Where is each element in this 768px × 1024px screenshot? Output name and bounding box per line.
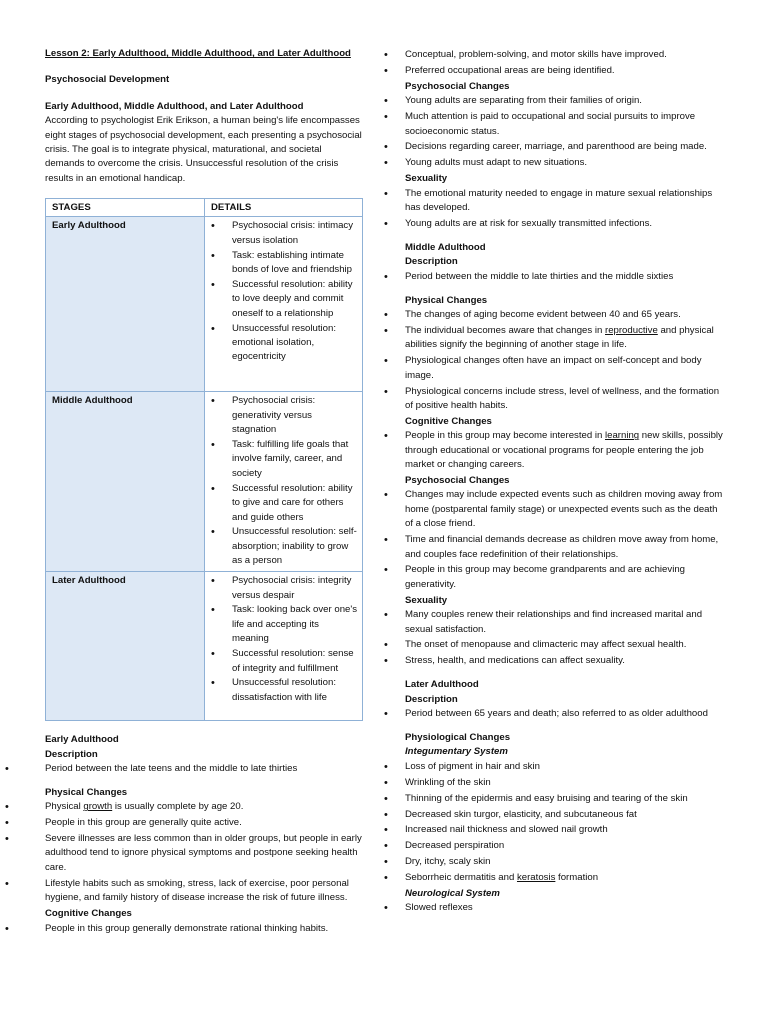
middle-sexuality-heading: Sexuality: [405, 594, 448, 606]
later-heading: Later Adulthood: [405, 679, 479, 691]
middle-heading: Middle Adulthood: [405, 241, 486, 253]
middle-cognitive-heading: Cognitive Changes: [405, 415, 492, 427]
details-cell: [205, 217, 363, 392]
detail-item: • Unsuccessful resolution: emotional isolation, egocentricity: [209, 322, 358, 365]
detail-item: • Successful resolution: ability to give and care for others and guide others: [209, 482, 358, 525]
list-item: • Slowed reflexes: [382, 901, 728, 915]
learning-link[interactable]: learning: [604, 430, 640, 442]
table-row: [46, 217, 363, 392]
list-item: • Decisions regarding career, marriage, and parenthood are being made.: [382, 140, 728, 154]
list-item: • Loss of pigment in hair and skin: [382, 760, 728, 774]
list-item: • Young adults are at risk for sexually transmitted infections.: [382, 217, 728, 231]
list-item: • Conceptual, problem-solving, and motor skills have improved.: [382, 48, 728, 62]
list-item: • Period between the middle to late thirties and the middle sixties: [382, 270, 728, 284]
later-description-heading: Description: [405, 693, 458, 705]
list-item: • Stress, health, and medications can affect sexuality.: [382, 654, 728, 668]
stage-cell: Middle Adulthood: [46, 392, 205, 572]
details-cell: [205, 572, 363, 721]
list-item: • Decreased perspiration: [382, 839, 728, 853]
middle-psychosocial-list: [382, 488, 728, 592]
text-span: People in this group may become interested in: [405, 430, 605, 442]
list-item: • Decreased skin turgor, elasticity, and subcutaneous fat: [382, 808, 728, 822]
section-title: Psychosocial Development: [45, 74, 170, 86]
detail-item: • Psychosocial crisis: integrity versus despair: [209, 574, 358, 603]
table-row: [46, 392, 363, 572]
early-psychosocial-list: [382, 94, 728, 171]
early-cognitive-cont-list: [382, 48, 728, 78]
intro-text: According to psychologist Erik Erikson, a human being's life encompasses eight stages of psychosocial development, each presenting a psychosocial crisis. The goal is to integrate physical, maturational, and societal demands to overcome the crisis. Unsuccessful resolution of the crisis results in an emotional handicap.: [45, 115, 362, 184]
text-span: Physical: [45, 801, 84, 813]
middle-physical-list: [382, 308, 728, 413]
list-item: • Many couples renew their relationships and find increased marital and sexual satisfaction.: [382, 608, 728, 637]
growth-link[interactable]: growth: [83, 801, 113, 813]
neurological-list: [382, 901, 728, 915]
list-item: • Wrinkling of the skin: [382, 776, 728, 790]
middle-cognitive-list: [382, 429, 728, 472]
middle-description-heading: Description: [405, 256, 458, 268]
later-description-list: [382, 707, 728, 721]
early-description-list: [45, 762, 363, 776]
list-item: • Preferred occupational areas are being identified.: [382, 64, 728, 78]
text-span: The individual becomes aware that changes in: [405, 324, 605, 336]
text-span: Seborrheic dermatitis and: [405, 872, 517, 884]
lesson-title: Lesson 2: Early Adulthood, Middle Adulthood, and Later Adulthood: [45, 48, 351, 59]
list-item: [382, 324, 728, 353]
list-item: • Severe illnesses are less common than in older groups, but people in early adulthood tend to ignore physical symptoms and postpone seeking health care.: [45, 832, 363, 875]
table-row: [46, 572, 363, 721]
early-sexuality-heading: Sexuality: [405, 173, 448, 185]
detail-item: • Psychosocial crisis: generativity versus stagnation: [209, 394, 358, 437]
early-cognitive-heading: Cognitive Changes: [45, 908, 132, 920]
early-description-heading: Description: [45, 748, 98, 760]
integumentary-list: [382, 760, 728, 886]
list-item: • Changes may include expected events such as children moving away from home (postparental family stage) or unexpected events such as the death of a close friend.: [382, 488, 728, 531]
list-item: [382, 871, 728, 885]
list-item: • The changes of aging become evident between 40 and 65 years.: [382, 308, 728, 322]
detail-item: • Successful resolution: sense of integrity and fulfillment: [209, 647, 358, 676]
right-column: [382, 48, 728, 917]
text-span: is usually complete by age 20.: [112, 801, 244, 813]
text-span: new skills, possibly through educational or vocational programs for people entering the job market or changing careers.: [405, 430, 723, 471]
list-item: • Young adults must adapt to new situations.: [382, 156, 728, 170]
early-sexuality-list: [382, 187, 728, 232]
list-item: • Dry, itchy, scaly skin: [382, 855, 728, 869]
text-span: formation: [555, 872, 599, 884]
stage-cell: Later Adulthood: [46, 572, 205, 721]
detail-item: • Psychosocial crisis: intimacy versus isolation: [209, 219, 358, 248]
list-item: • Period between the late teens and the middle to late thirties: [45, 762, 363, 776]
early-cognitive-list: [45, 922, 363, 936]
middle-description-list: [382, 270, 728, 284]
list-item: • The onset of menopause and climacteric may affect sexual health.: [382, 638, 728, 652]
detail-item: • Task: establishing intimate bonds of love and friendship: [209, 249, 358, 278]
keratosis-link[interactable]: keratosis: [516, 872, 556, 884]
stages-header: STAGES: [46, 199, 205, 217]
list-item: • People in this group may become grandparents and are achieving generativity.: [382, 563, 728, 592]
list-item: [45, 800, 363, 814]
stage-cell: Early Adulthood: [46, 217, 205, 392]
list-item: • Period between 65 years and death; also referred to as older adulthood: [382, 707, 728, 721]
detail-item: • Successful resolution: ability to love deeply and commit oneself to a relationship: [209, 278, 358, 321]
details-cell: [205, 392, 363, 572]
intro-heading: Early Adulthood, Middle Adulthood, and Later Adulthood: [45, 100, 304, 112]
list-item: • Physiological concerns include stress, level of wellness, and the formation of positive health habits.: [382, 385, 728, 414]
middle-psychosocial-heading: Psychosocial Changes: [405, 474, 510, 486]
integumentary-heading: Integumentary System: [405, 746, 508, 758]
list-item: • Much attention is paid to occupational and social pursuits to improve socioeconomic status.: [382, 110, 728, 139]
list-item: • Increased nail thickness and slowed nail growth: [382, 823, 728, 837]
list-item: • Physiological changes often have an impact on self-concept and body image.: [382, 354, 728, 383]
detail-item: • Task: looking back over one's life and accepting its meaning: [209, 603, 358, 646]
list-item: • People in this group generally demonstrate rational thinking habits.: [45, 922, 363, 936]
middle-physical-heading: Physical Changes: [405, 294, 488, 306]
list-item: • The emotional maturity needed to engage in mature sexual relationships has developed.: [382, 187, 728, 216]
details-header: DETAILS: [205, 199, 363, 217]
early-psychosocial-heading: Psychosocial Changes: [405, 80, 510, 92]
list-item: • People in this group are generally quite active.: [45, 816, 363, 830]
left-column: [45, 38, 363, 937]
list-item: • Lifestyle habits such as smoking, stress, lack of exercise, poor personal hygiene, and family history of disease increase the risk of future illness.: [45, 877, 363, 906]
detail-item: • Unsuccessful resolution: dissatisfaction with life: [209, 676, 358, 705]
early-physical-heading: Physical Changes: [45, 786, 128, 798]
list-item: • Time and financial demands decrease as children move away from home, and couples face redefinition of their relationships.: [382, 533, 728, 562]
text-span: and physical abilities signify the beginning of another stage in life.: [405, 324, 714, 351]
middle-sexuality-list: [382, 608, 728, 669]
detail-item: • Unsuccessful resolution: self-absorption; inability to grow as a person: [209, 525, 358, 568]
detail-item: • Task: fulfilling life goals that involve family, career, and society: [209, 438, 358, 481]
list-item: • Young adults are separating from their families of origin.: [382, 94, 728, 108]
list-item: [382, 429, 728, 472]
early-physical-list: [45, 800, 363, 905]
neurological-heading: Neurological System: [405, 888, 500, 900]
later-physiological-heading: Physiological Changes: [405, 731, 511, 743]
early-heading: Early Adulthood: [45, 734, 119, 746]
reproductive-link[interactable]: reproductive: [605, 324, 658, 336]
list-item: • Thinning of the epidermis and easy bruising and tearing of the skin: [382, 792, 728, 806]
stages-table: [45, 198, 363, 721]
